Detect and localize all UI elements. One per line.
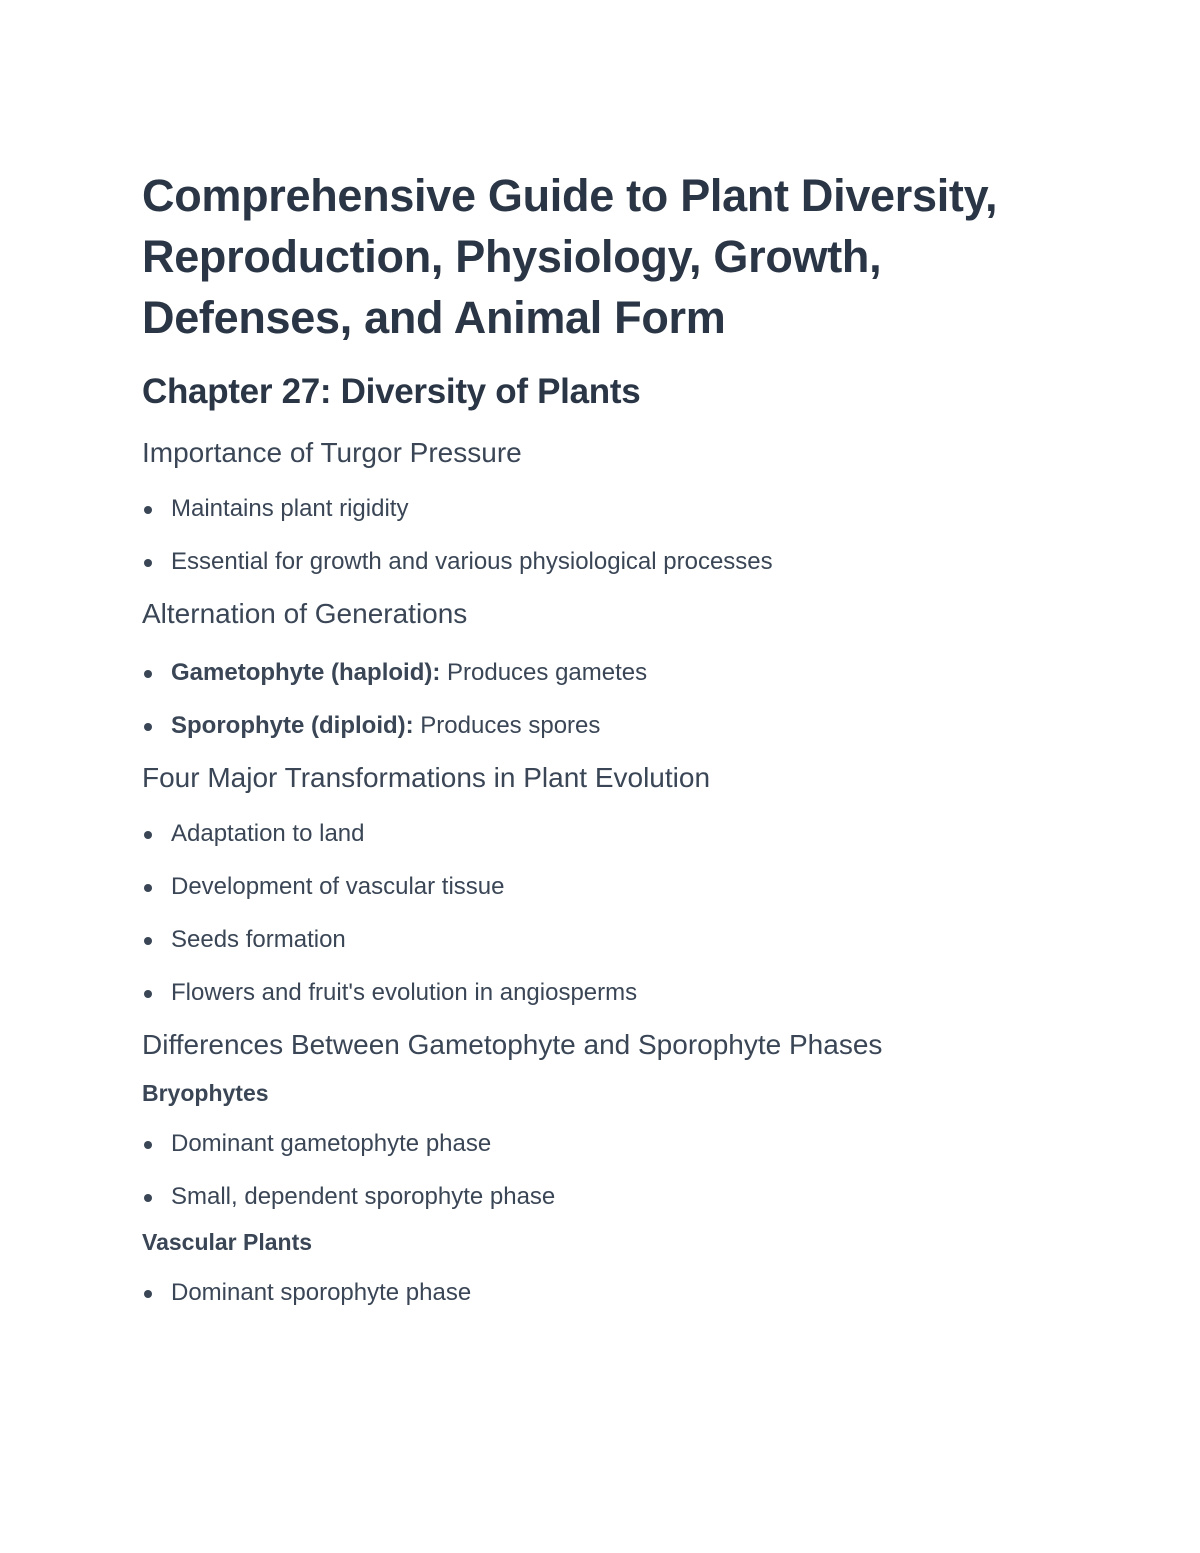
bullet-list: [142, 494, 1042, 577]
bullet-list: [142, 819, 1042, 1008]
term-label: Gametophyte (haploid):: [171, 659, 441, 686]
list-item: [142, 711, 1042, 741]
list-item: [142, 547, 1042, 577]
section-turgor-pressure: [142, 435, 1042, 577]
list-item: [142, 494, 1042, 524]
list-item-text: Development of vascular tissue: [171, 873, 505, 900]
bullet-icon: [144, 1141, 152, 1149]
bullet-list: [142, 1129, 1042, 1212]
bullet-icon: [144, 723, 152, 731]
section-alternation-of-generations: [142, 596, 1042, 741]
term-label: Sporophyte (diploid):: [171, 712, 414, 739]
bullet-list: [142, 1278, 1042, 1308]
bullet-icon: [144, 937, 152, 945]
list-item-text: Dominant sporophyte phase: [171, 1279, 472, 1306]
document-title: Comprehensive Guide to Plant Diversity, Reproduction, Physiology, Growth, Defenses, and Animal Form: [142, 170, 998, 343]
subsection-heading-vascular-plants: Vascular Plants: [142, 1229, 313, 1255]
list-item: [142, 658, 1042, 688]
list-item-text: Maintains plant rigidity: [171, 495, 409, 522]
bullet-icon: [144, 670, 152, 678]
bullet-icon: [144, 506, 152, 514]
bullet-icon: [144, 884, 152, 892]
list-item-text: Essential for growth and various physiological processes: [171, 548, 773, 575]
section-phase-differences: [142, 1027, 1042, 1308]
section-heading: Importance of Turgor Pressure: [142, 437, 522, 468]
section-heading: Differences Between Gametophyte and Sporophyte Phases: [142, 1029, 883, 1060]
document-page: [142, 165, 1042, 1308]
list-item-text: Dominant gametophyte phase: [171, 1130, 492, 1157]
bullet-icon: [144, 1194, 152, 1202]
bullet-icon: [144, 990, 152, 998]
section-heading: Alternation of Generations: [142, 598, 468, 629]
list-item-text: Flowers and fruit's evolution in angiosperms: [171, 979, 638, 1006]
section-major-transformations: [142, 760, 1042, 1008]
list-item: [142, 1129, 1042, 1159]
subsection-heading-bryophytes: Bryophytes: [142, 1080, 269, 1106]
chapter-heading: Chapter 27: Diversity of Plants: [142, 372, 641, 411]
list-item-text: Seeds formation: [171, 926, 346, 953]
list-item-text: Adaptation to land: [171, 820, 365, 847]
list-item-text: Small, dependent sporophyte phase: [171, 1183, 556, 1210]
list-item: [142, 925, 1042, 955]
list-item: [142, 1182, 1042, 1212]
bullet-icon: [144, 831, 152, 839]
list-item: [142, 978, 1042, 1008]
section-heading: Four Major Transformations in Plant Evolution: [142, 762, 711, 793]
bullet-list: [142, 658, 1042, 741]
list-item-text: Produces gametes: [440, 659, 648, 686]
list-item: [142, 819, 1042, 849]
bullet-icon: [144, 1290, 152, 1298]
list-item: [142, 872, 1042, 902]
bullet-icon: [144, 559, 152, 567]
list-item: [142, 1278, 1042, 1308]
list-item-text: Produces spores: [413, 712, 601, 739]
